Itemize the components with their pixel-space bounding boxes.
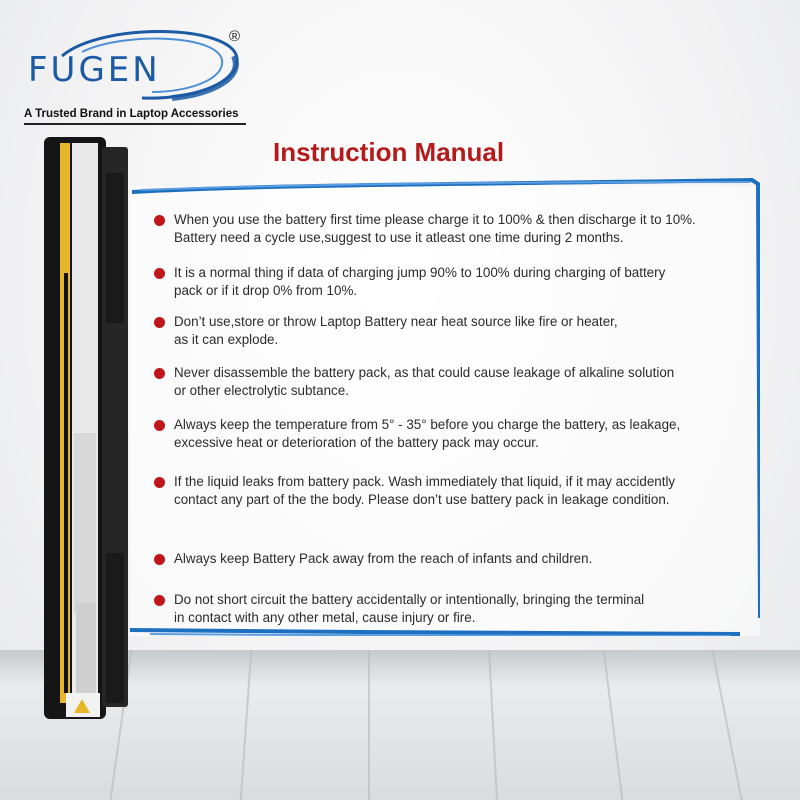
bullet-icon [154,420,165,431]
bullet-icon [154,554,165,565]
item-text: contact any part of the the body. Please don’t use battery pack in leakage condition. [174,492,670,507]
brand-tagline: A Trusted Brand in Laptop Accessories [24,108,239,120]
bullet-icon [154,215,165,226]
item-text: Don’t use,store or throw Laptop Battery near heat source like fire or heater, [174,314,618,329]
item-text: Do not short circuit the battery accidentally or intentionally, bringing the terminal [174,592,645,607]
bullet-icon [154,477,165,488]
list-item [154,264,754,300]
item-text: If the liquid leaks from battery pack. Wash immediately that liquid, if it may accidently [174,474,676,489]
list-item [154,550,754,568]
item-text: It is a normal thing if data of charging jump 90% to 100% during charging of battery [174,265,666,280]
list-item [154,416,754,452]
bullet-icon [154,317,165,328]
list-item [154,591,754,627]
item-text: pack or if it drop 0% from 10%. [174,283,358,298]
list-item [154,313,754,349]
list-item [154,473,754,509]
bullet-icon [154,595,165,606]
list-item [154,211,754,247]
brand-name: FUGEN [28,50,161,90]
item-text: as it can explode. [174,332,279,347]
item-text: Battery need a cycle use,suggest to use it atleast one time during 2 months. [174,230,624,245]
bullet-icon [154,268,165,279]
bullet-icon [154,368,165,379]
registered-mark: ® [229,28,241,45]
tagline-underline [24,123,246,125]
item-text: excessive heat or deterioration of the battery pack may occur. [174,435,539,450]
page-title: Instruction Manual [273,137,505,167]
laptop-battery-icon [42,133,130,723]
item-text: Always keep Battery Pack away from the reach of infants and children. [174,551,593,566]
item-text: Never disassemble the battery pack, as that could cause leakage of alkaline solution [174,365,675,380]
item-text: Always keep the temperature from 5° - 35° before you charge the battery, as leakage, [174,417,681,432]
item-text: in contact with any other metal, cause injury or fire. [174,610,476,625]
item-text: or other electrolytic subtance. [174,383,349,398]
list-item [154,364,754,400]
brand-logo [22,28,252,108]
floor-plank [368,650,370,800]
item-text: When you use the battery first time please charge it to 100% & then discharge it to 10%. [174,212,696,227]
